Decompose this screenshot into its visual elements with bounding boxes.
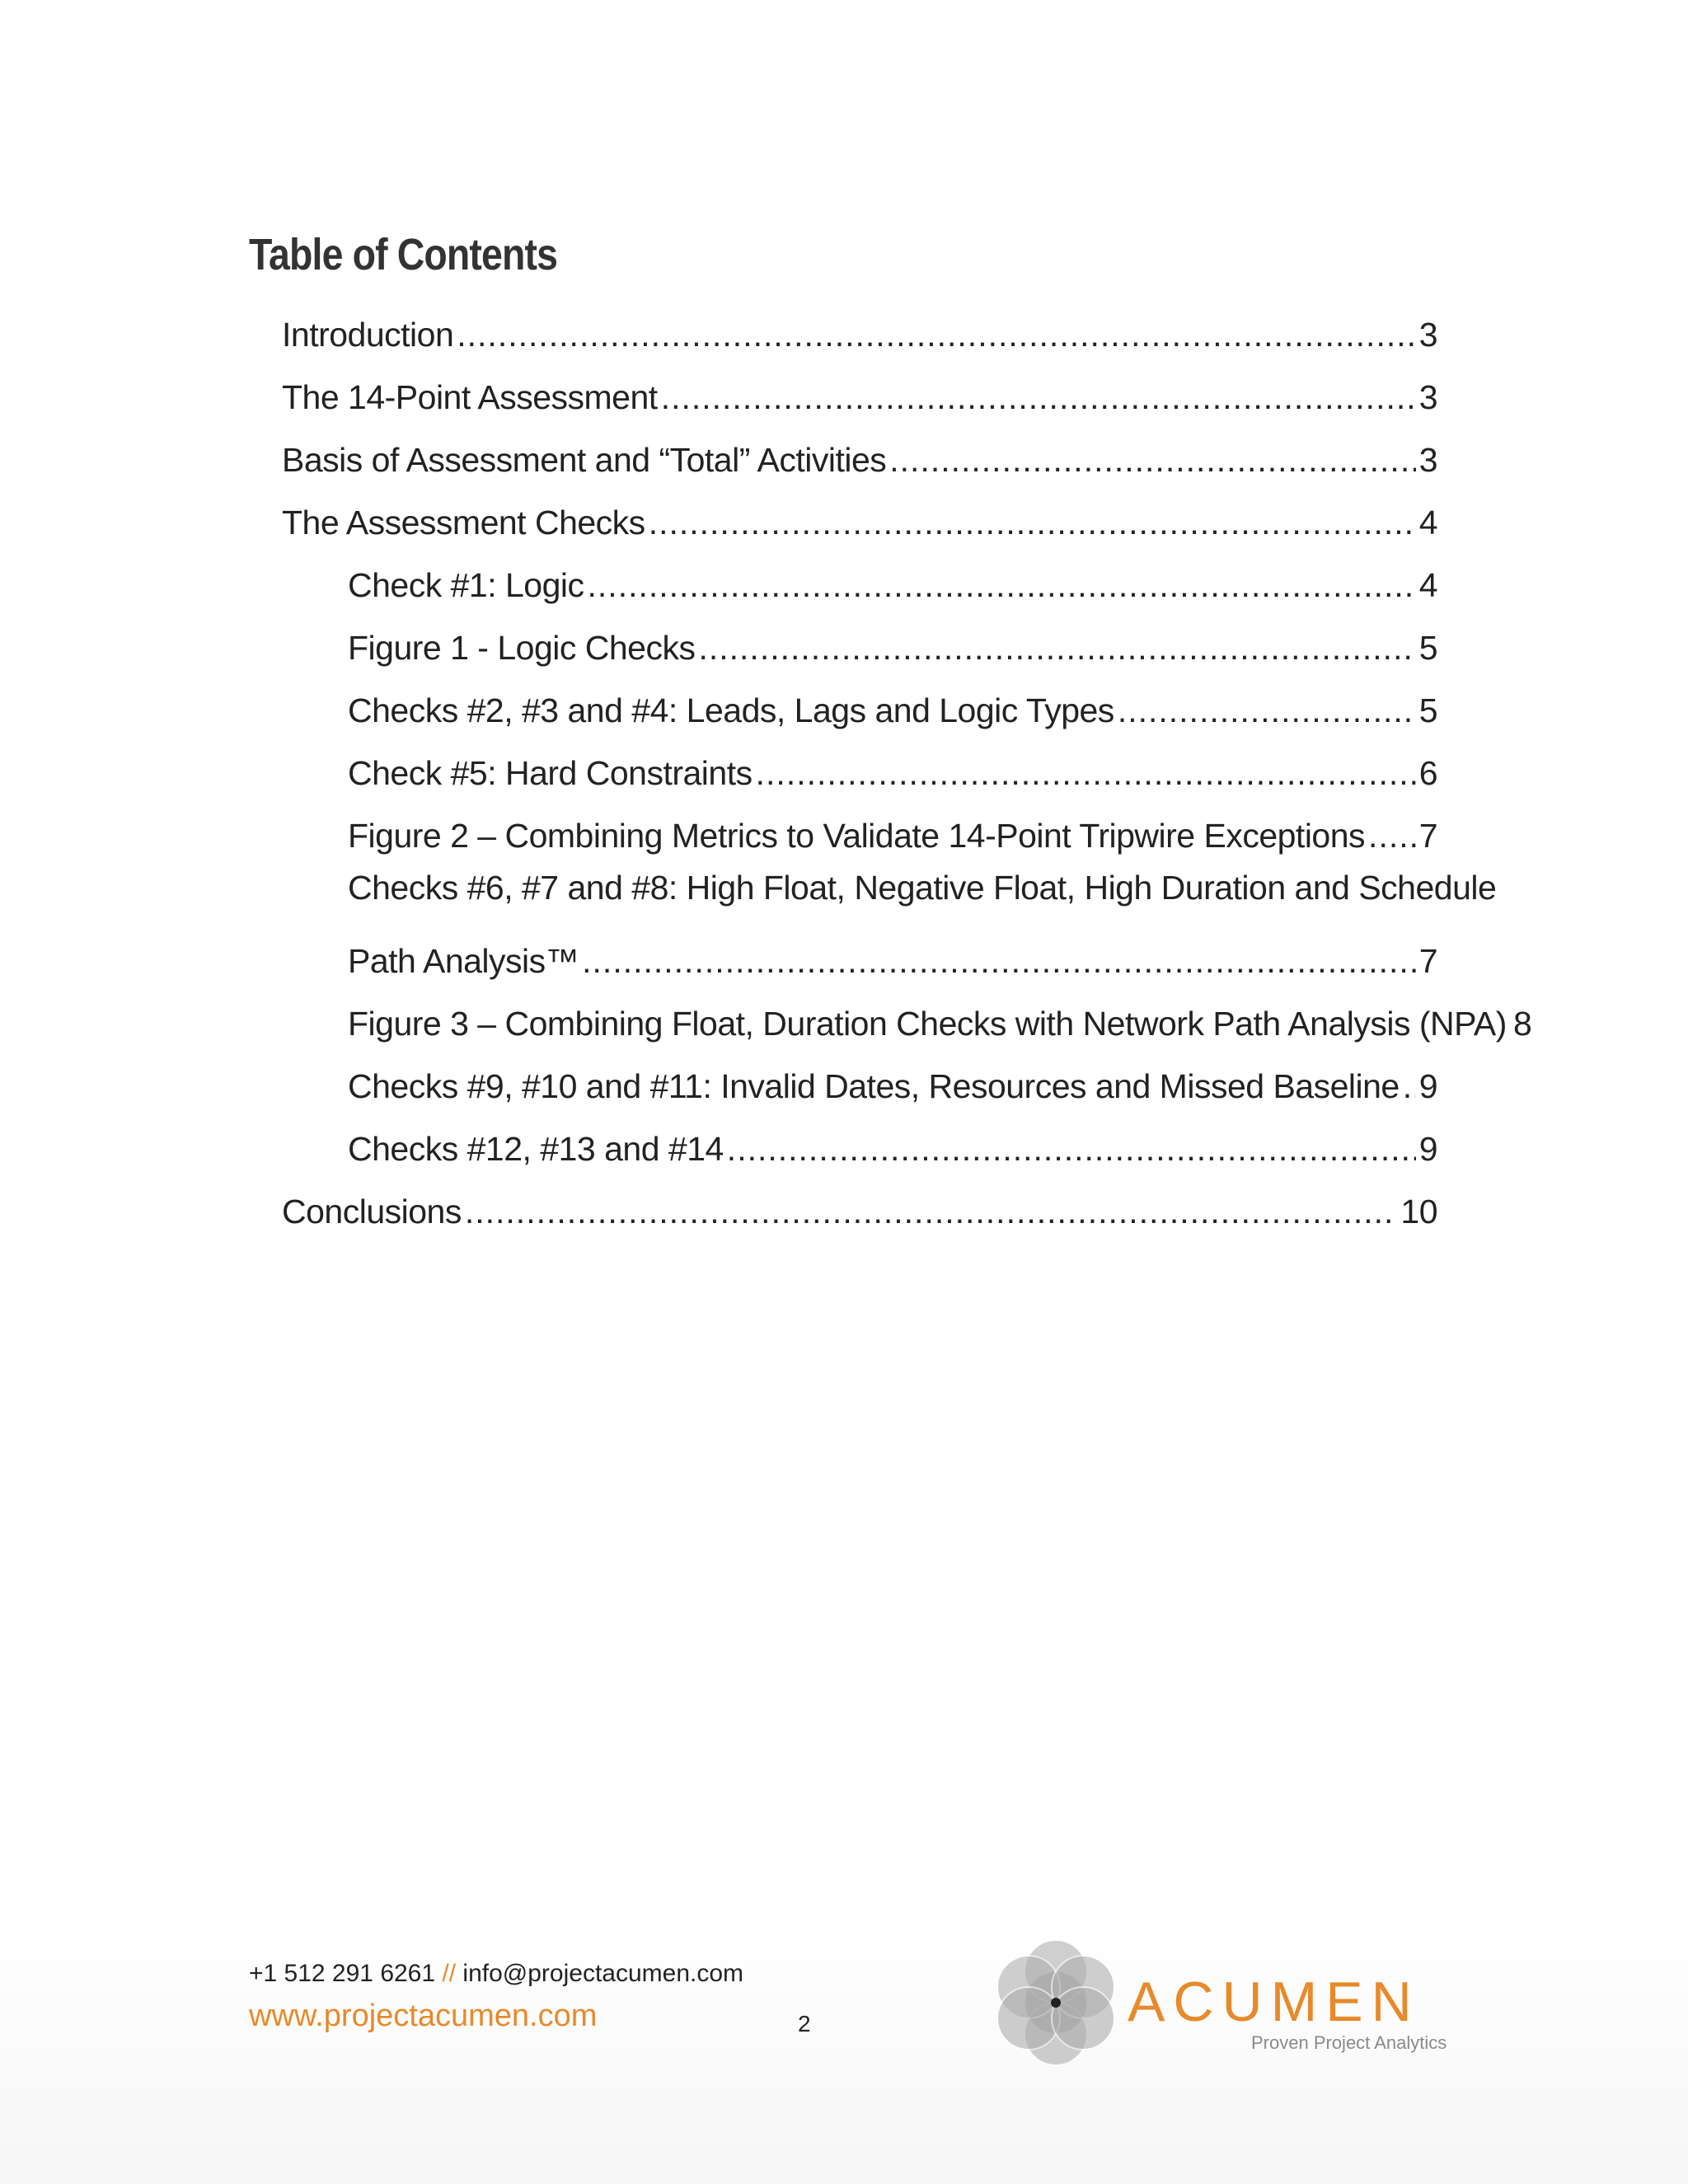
toc-entry-checks-6-7-8-line1[interactable]: Checks #6, #7 and #8: High Float, Negative Float, High Duration and Schedule	[348, 869, 1497, 907]
toc-leader-dots	[756, 754, 1416, 793]
toc-entry-page: 3	[1418, 441, 1437, 479]
toc-entry-page: 9	[1418, 1130, 1437, 1168]
toc-entry-label: Figure 3 – Combining Float, Duration Checks with Network Path Analysis (NPA)	[348, 1005, 1507, 1043]
toc-leader-dots	[465, 1193, 1398, 1231]
toc-leader-dots	[1368, 817, 1416, 855]
toc-leader-dots	[698, 629, 1415, 668]
toc-entry-label: Figure 2 – Combining Metrics to Validate 14-Point Tripwire Exceptions	[348, 817, 1366, 855]
toc-entry-figure-3[interactable]	[348, 994, 1532, 1043]
toc-leader-dots	[1403, 1067, 1416, 1106]
toc-entry-page: 4	[1418, 504, 1437, 541]
logo-wordmark: ACUMEN	[1128, 1971, 1420, 2033]
toc-leader-dots	[727, 1130, 1416, 1169]
toc-leader-dots	[661, 378, 1416, 417]
toc-entry-label: Basis of Assessment and “Total” Activities	[282, 441, 887, 479]
toc-entry-label: Path Analysis™	[348, 942, 579, 980]
toc-entry-check-1[interactable]	[348, 555, 1437, 605]
toc-entry-page: 9	[1418, 1067, 1437, 1105]
toc-entry-page: 7	[1418, 942, 1437, 980]
toc-entry-label: Conclusions	[282, 1193, 462, 1230]
toc-entry-page: 4	[1418, 566, 1437, 604]
footer-separator: //	[442, 1960, 457, 1987]
toc-entry-label: Figure 1 - Logic Checks	[348, 629, 696, 667]
footer-contact	[249, 1960, 743, 1988]
toc-entry-page: 3	[1418, 378, 1437, 416]
toc-entry-label: Check #5: Hard Constraints	[348, 754, 753, 792]
toc-entry-page: 8	[1512, 1005, 1532, 1043]
toc-entry-label: The 14-Point Assessment	[282, 378, 658, 416]
toc-entry-label: Checks #9, #10 and #11: Invalid Dates, Resources and Missed Baseline	[348, 1067, 1400, 1105]
toc-leader-dots	[582, 942, 1416, 981]
toc-leader-dots	[457, 316, 1415, 354]
page-number: 2	[798, 2011, 811, 2036]
toc-entry-page: 5	[1418, 629, 1437, 667]
toc-title: Table of Contents	[249, 230, 558, 279]
toc-entry-label: Introduction	[282, 316, 454, 354]
toc-entry-label: Check #1: Logic	[348, 566, 584, 604]
toc-entry-label: Checks #12, #13 and #14	[348, 1130, 724, 1168]
toc-entry-checks-6-7-8-line2[interactable]	[348, 931, 1437, 981]
toc-entry-page: 7	[1418, 817, 1437, 855]
toc-entry-checks-2-3-4[interactable]	[348, 681, 1437, 730]
toc-leader-dots	[588, 566, 1416, 605]
toc-entry-page: 6	[1418, 754, 1437, 792]
footer-email[interactable]: info@projectacumen.com	[462, 1960, 744, 1987]
toc-leader-dots	[889, 441, 1415, 480]
footer-phone: +1 512 291 6261	[249, 1960, 436, 1987]
toc-entry-14-point-assessment[interactable]	[282, 368, 1437, 417]
toc-entry-label: Checks #2, #3 and #4: Leads, Lags and Logic Types	[348, 691, 1114, 729]
toc-entry-check-5[interactable]	[348, 743, 1437, 793]
toc-leader-dots	[649, 504, 1416, 542]
toc-entry-page: 5	[1418, 691, 1437, 729]
footer-website-link[interactable]: www.projectacumen.com	[249, 1999, 598, 2033]
logo-tagline: Proven Project Analytics	[1251, 2032, 1447, 2053]
toc-entry-checks-9-10-11[interactable]	[348, 1057, 1437, 1106]
toc-entry-figure-2[interactable]	[348, 806, 1437, 855]
toc-entry-assessment-checks[interactable]	[282, 493, 1437, 542]
toc-entry-page: 3	[1418, 316, 1437, 354]
toc-entry-conclusions[interactable]	[282, 1182, 1437, 1231]
toc-entry-page: 10	[1400, 1193, 1437, 1230]
toc-entry-figure-1[interactable]	[348, 618, 1437, 668]
toc-entry-checks-12-13-14[interactable]	[348, 1119, 1437, 1169]
toc-entry-basis-of-assessment[interactable]	[282, 430, 1437, 480]
toc-entry-introduction[interactable]	[282, 305, 1437, 354]
toc-entry-label: The Assessment Checks	[282, 504, 645, 541]
toc-leader-dots	[1118, 691, 1416, 730]
